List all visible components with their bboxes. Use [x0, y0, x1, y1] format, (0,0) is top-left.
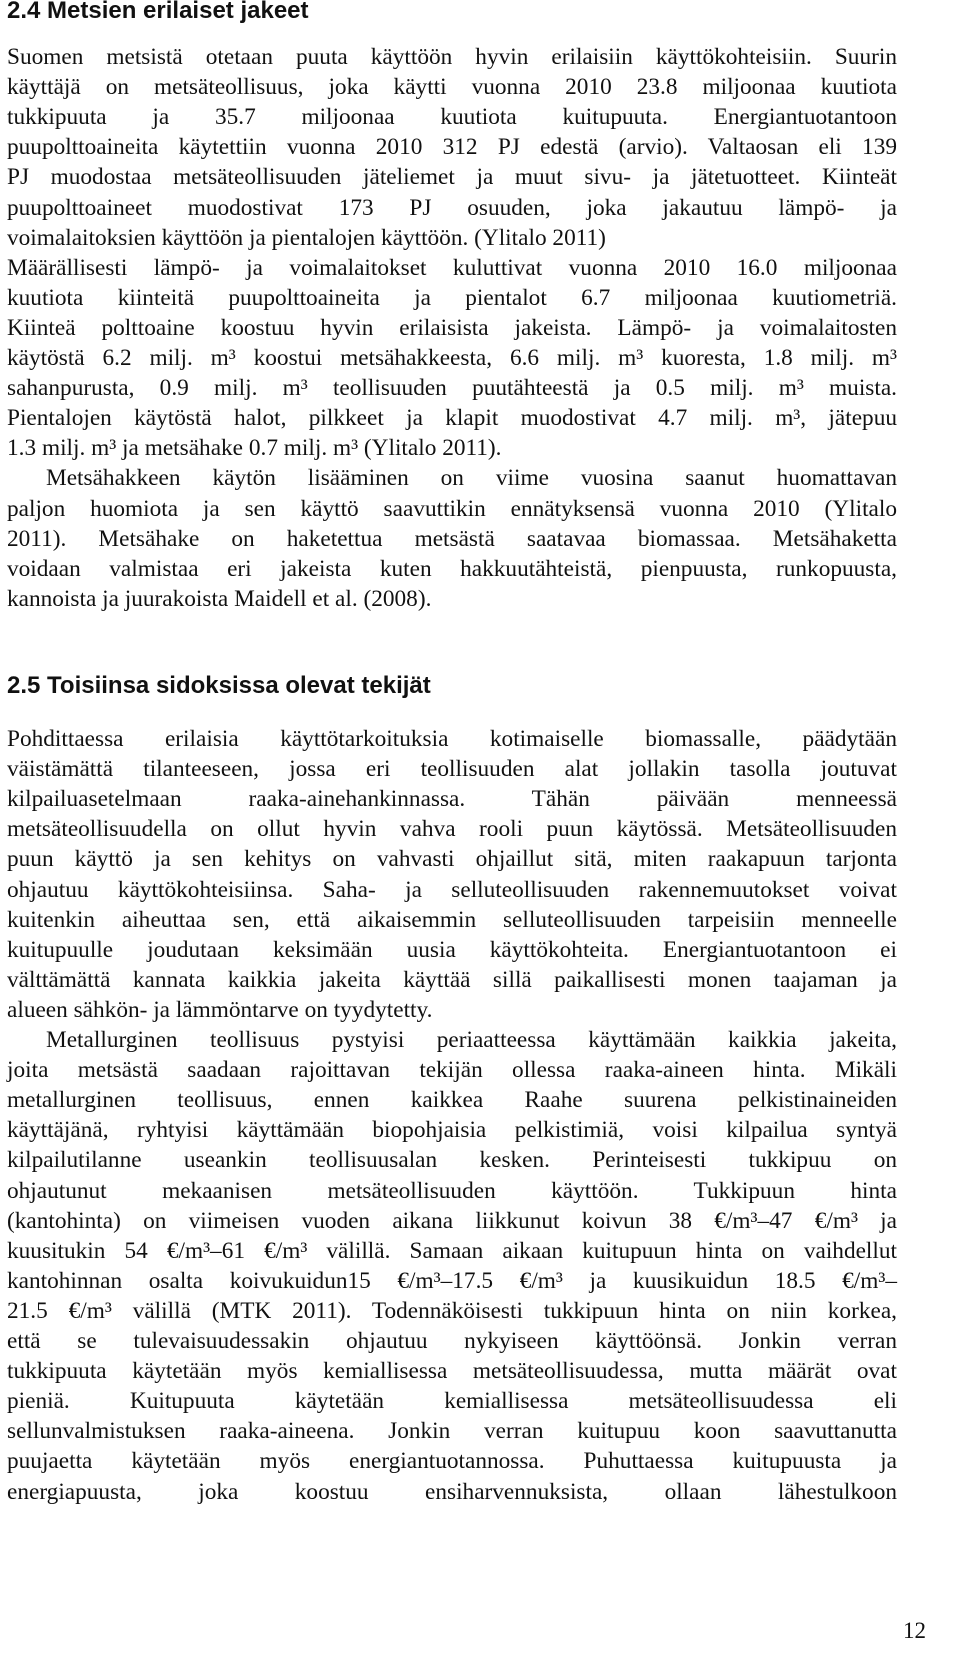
text-line: 2011). Metsähake on haketettua metsästä saatavaa biomassaa. Metsähaketta	[7, 525, 897, 552]
text-line: sahanpurusta, 0.9 milj. m³ teollisuuden puutähteestä ja 0.5 milj. m³ muista.	[7, 375, 897, 402]
text-line: voidaan valmistaa eri jakeista kuten hakkuutähteistä, pienpuusta, runkopuusta,	[7, 555, 897, 582]
text-line: tukkipuuta käytetään myös kemiallisessa metsäteollisuudessa, mutta määrät ovat	[7, 1358, 897, 1385]
text-line: Suomen metsistä otetaan puuta käyttöön hyvin erilaisiin käyttökohteisiin. Suurin	[7, 44, 897, 70]
text-line: Kiinteä polttoaine koostuu hyvin erilaisista jakeista. Lämpö- ja voimalaitosten	[7, 314, 897, 341]
text-line: energiapuusta, joka koostuu ensiharvennuksista, ollaan lähestulkoon	[7, 1478, 897, 1505]
text-line: alueen sähkön- ja lämmöntarve on tyydytetty.	[7, 996, 433, 1023]
text-line: välttämättä kannata kaikkia jakeita käyttää sillä paikallisesti monen taajaman ja	[7, 966, 897, 993]
text-line: puupolttoaineet muodostivat 173 PJ osuuden, joka jakautuu lämpö- ja	[7, 194, 897, 221]
text-line: kuutiota kiinteitä puupolttoaineita ja pientalot 6.7 miljoonaa kuutiometriä.	[7, 284, 897, 311]
text-line: kuitupuulle joudutaan keksimään uusia käyttökohteita. Energiantuotantoon ei	[7, 936, 897, 963]
text-line: metallurginen teollisuus, ennen kaikkea Raahe suurena pelkistinaineiden	[7, 1087, 897, 1114]
text-line: joita metsästä saadaan rajoittavan tekijän ollessa raaka-aineen hinta. Mikäli	[7, 1057, 897, 1084]
text-line: käytöstä 6.2 milj. m³ koostui metsähakkeesta, 6.6 milj. m³ kuoresta, 1.8 milj. m³	[7, 345, 897, 371]
text-line: että se tulevaisuudessakin ohjautuu nykyiseen käyttöönsä. Jonkin verran	[7, 1328, 897, 1354]
text-line: käyttäjä on metsäteollisuus, joka käytti vuonna 2010 23.8 miljoonaa kuutiota	[7, 74, 897, 101]
section-heading: 2.5 Toisiinsa sidoksissa olevat tekijät	[7, 672, 431, 699]
page-number: 12	[903, 1618, 926, 1643]
text-line: Metsähakkeen käytön lisääminen on viime vuosina saanut huomattavan	[46, 465, 897, 492]
text-line: metsäteollisuudella on ollut hyvin vahva rooli puun käytössä. Metsäteollisuuden	[7, 816, 897, 843]
text-line: puujaetta käytetään myös energiantuotannossa. Puhuttaessa kuitupuusta ja	[7, 1448, 897, 1475]
text-line: PJ muodostaa metsäteollisuuden jäteliemet ja muut sivu- ja jätetuotteet. Kiinteät	[7, 164, 897, 191]
text-line: 21.5 €/m³ välillä (MTK 2011). Todennäköisesti tukkipuun hinta on niin korkea,	[7, 1297, 897, 1324]
text-line: kannoista ja juurakoista Maidell et al. (2008).	[7, 585, 432, 612]
text-line: kilpailutilanne useankin teollisuusalan kesken. Perinteisesti tukkipuu on	[7, 1147, 897, 1174]
text-line: puun käyttö ja sen kehitys on vahvasti ohjaillut sitä, miten raakapuun tarjonta	[7, 846, 897, 873]
text-line: Pohdittaessa erilaisia käyttötarkoituksia kotimaiselle biomassalle, päädytään	[7, 726, 897, 752]
text-line: puupolttoaineita käytettiin vuonna 2010 312 PJ edestä (arvio). Valtaosan eli 139	[7, 134, 897, 161]
text-line: väistämättä tilanteeseen, jossa eri teollisuuden alat jollakin tasolla joutuvat	[7, 756, 897, 783]
text-line: (kantohinta) on viimeisen vuoden aikana liikkunut koivun 38 €/m³–47 €/m³ ja	[7, 1207, 897, 1234]
text-line: pieniä. Kuitupuuta käytetään kemiallisessa metsäteollisuudessa eli	[7, 1388, 897, 1415]
text-line: paljon huomiota ja sen käyttö saavuttikin ennätyksensä vuonna 2010 (Ylitalo	[7, 495, 897, 522]
text-line: tukkipuuta ja 35.7 miljoonaa kuutiota kuitupuuta. Energiantuotantoon	[7, 104, 897, 131]
section-heading: 2.4 Metsien erilaiset jakeet	[7, 0, 309, 24]
text-line: Pientalojen käytöstä halot, pilkkeet ja klapit muodostivat 4.7 milj. m³, jätepuu	[7, 405, 897, 432]
text-line: 1.3 milj. m³ ja metsähake 0.7 milj. m³ (Ylitalo 2011).	[7, 435, 502, 462]
text-line: kuitenkin aiheuttaa sen, että aikaisemmin selluteollisuuden tarpeisiin menneelle	[7, 906, 897, 933]
text-line: kantohinnan osalta koivukuidun15 €/m³–17.5 €/m³ ja kuusikuidun 18.5 €/m³–	[7, 1267, 897, 1294]
text-line: Metallurginen teollisuus pystyisi periaatteessa käyttämään kaikkia jakeita,	[46, 1027, 897, 1053]
text-line: ohjautuu käyttökohteisiinsa. Saha- ja selluteollisuuden rakennemuutokset voivat	[7, 876, 897, 903]
text-line: voimalaitoksien käyttöön ja pientalojen käyttöön. (Ylitalo 2011)	[7, 224, 606, 251]
text-line: sellunvalmistuksen raaka-aineena. Jonkin verran kuitupuu koon saavuttanutta	[7, 1418, 897, 1445]
text-line: ohjautunut mekaanisen metsäteollisuuden käyttöön. Tukkipuun hinta	[7, 1177, 897, 1204]
text-line: kilpailuasetelmaan raaka-ainehankinnassa. Tähän päivään menneessä	[7, 786, 897, 813]
text-line: käyttäjänä, ryhtyisi käyttämään biopohjaisia pelkistimiä, voisi kilpailua syntyä	[7, 1117, 897, 1144]
text-line: kuusitukin 54 €/m³–61 €/m³ välillä. Samaan aikaan kuitupuun hinta on vaihdellut	[7, 1237, 897, 1264]
text-line: Määrällisesti lämpö- ja voimalaitokset kuluttivat vuonna 2010 16.0 miljoonaa	[7, 254, 897, 281]
